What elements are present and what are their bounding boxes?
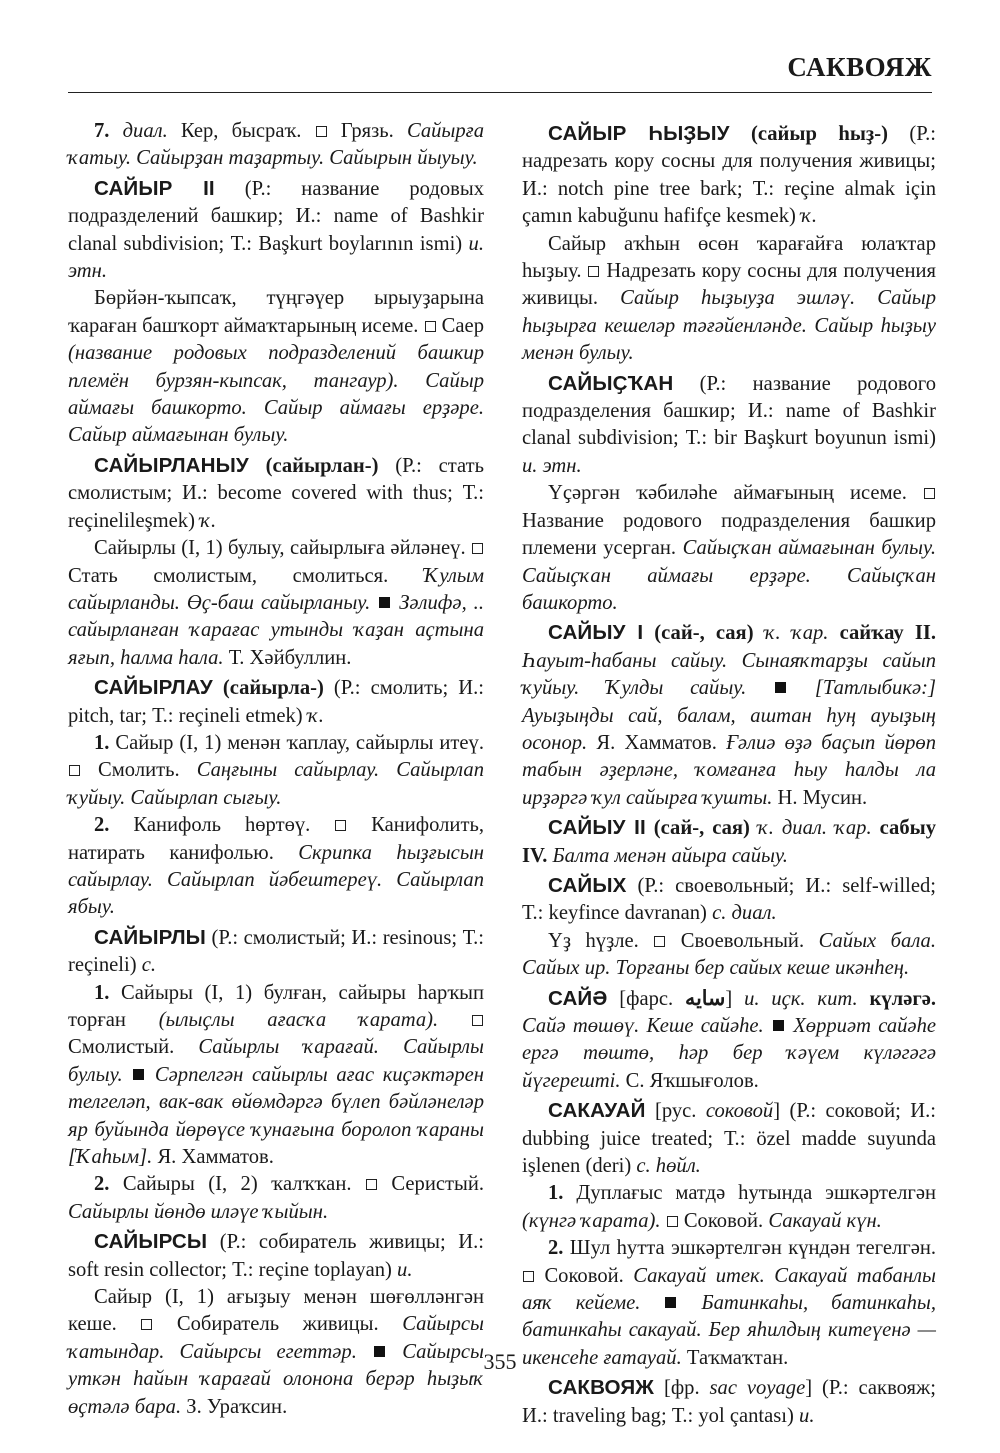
quotation-source: Я. Хамматов.: [152, 1146, 274, 1169]
definition: Дуплағыс матдә һутында эшкәртелгән: [563, 1182, 936, 1205]
entry-glosses: (Р.: смолистый; И.: resinous; Т.: reçineli): [68, 926, 484, 977]
part-of-speech: с. һөйл.: [636, 1155, 701, 1178]
cross-reference: сайҡау II.: [828, 622, 936, 645]
etymology: [рус.: [645, 1100, 706, 1123]
translation: Стать смолистым, смолиться.: [68, 564, 424, 587]
quotation: Хөрриәт сайәһе ергә төштө, һәр бер ҡәүем күләгәгә йүгерешті.: [522, 1015, 937, 1092]
definition: Үҙ һүҙле.: [548, 929, 654, 952]
example: Сайырлы йөндө иләүе ҡыйын.: [68, 1200, 329, 1223]
etymon-arabic: سایه: [685, 987, 726, 1010]
translation: Грязь.: [327, 120, 407, 142]
headword: САЙЫУ II: [548, 816, 646, 840]
entry-body: [522, 480, 936, 617]
stem-form: (сай-, сая): [645, 817, 750, 840]
definition: Кер, бысраҡ.: [167, 120, 315, 142]
dictionary-entry: [522, 814, 936, 870]
translation: Собиратель живицы.: [153, 1313, 403, 1336]
definition: Шул һутта эшкәртелгән күндән тегелгән.: [563, 1237, 936, 1260]
quotation: Зәлифә, .. сайырланған ҡарағас утынды ҡаҙан аҫтына яғып, һалма һала.: [68, 591, 484, 669]
sense-number: 1.: [548, 1182, 564, 1205]
translation-marker-icon: [588, 266, 599, 277]
dictionary-entry: [68, 924, 484, 980]
definition: Сайыры (I, 1) булған, сайыры һарҡып торған: [68, 981, 484, 1031]
part-of-speech: и. иҫк. кит.: [744, 987, 858, 1010]
usage-note: (күнгә ҡарата).: [522, 1209, 661, 1232]
example: Сайә төшөү. Кеше сайәһе.: [522, 1015, 764, 1037]
part-of-speech: и. этн.: [522, 454, 582, 477]
definition: Сайыр (I, 1) менән ҡаплау, сайырлы итеү.: [109, 731, 484, 754]
headword: САЙӘ: [548, 986, 608, 1010]
sense-number: 2.: [94, 1173, 110, 1196]
part-of-speech: с. диал.: [712, 902, 777, 925]
translation-marker-icon: [654, 936, 665, 947]
etymon: sac voyage: [709, 1377, 806, 1400]
headword: САКАУАЙ: [548, 1099, 646, 1123]
dictionary-entry: [522, 1374, 936, 1430]
headword: САЙЫҪҠАН: [548, 371, 674, 395]
translation-marker-icon: [316, 126, 327, 137]
cross-reference: сабыу IV.: [522, 817, 936, 867]
quotation: [Татлыбикә:] Ауыҙыңды сай, балам, аштан һуң ауыҙың осонор.: [522, 677, 936, 754]
sense-number: 1.: [94, 981, 110, 1004]
example: Һауыт-һабаны сайыу. Сынаяҡтарҙы сайып ҡуйыу. Ҡулды сайыу.: [522, 649, 936, 700]
header-rule: [68, 92, 932, 93]
cross-reference: күләгә.: [857, 987, 936, 1010]
translation: Соковой.: [535, 1264, 634, 1287]
etymology: [фарс.: [607, 987, 686, 1010]
example: Сакауай итек. Сакауай табанлы аяҡ кейеме.: [522, 1264, 936, 1315]
translation-marker-icon: [472, 543, 483, 554]
dictionary-entry: [68, 1228, 484, 1284]
example: Сайыҫҡан аймағынан булыу. Сайыҫҡан аймағы ерҙәре. Сайыҫҡан башкорто.: [522, 537, 936, 614]
entry-glosses: (Р.: надрезать кору сосны для получения живицы; И.: notch pine tree bark; Т.: reçine almak için çamın kabuğunu hafifçe kesmek): [522, 123, 936, 228]
entry-glosses: (Р.: название родового подразделения башкир; И.: name of Bashkir clanal subdivision; Т.: bir Başkurt boyunun ismi): [522, 372, 936, 450]
dictionary-entry: [68, 452, 484, 535]
entry-body: [522, 231, 936, 368]
etymology: [фр.: [654, 1377, 710, 1400]
guide-word: САКВОЯЖ: [787, 52, 932, 82]
entry-sense: [68, 980, 484, 1172]
right-column: [522, 118, 936, 1430]
dictionary-entry: [522, 872, 936, 928]
definition: Сайыры (I, 2) ҡалҡҡан.: [109, 1173, 365, 1196]
entry-body: [522, 928, 936, 983]
stem-form: (сайырлан-): [248, 454, 379, 477]
definition: Үҫәргән ҡәбиләһе аймағының исеме.: [548, 482, 923, 505]
definition: Сайыр аҡһын өсөн ҡарағайға юлаҡтар һыҙыу.: [522, 232, 936, 283]
quotation-source: Таҡмаҡтан.: [681, 1346, 789, 1369]
quotation-marker-icon: [379, 597, 390, 608]
entry-glosses: (Р.: смолить; И.: pitch, tar; Т.: reçineli etmek): [68, 677, 484, 727]
stem-form: (сайырла-): [212, 677, 324, 700]
translation-marker-icon: [69, 765, 80, 776]
translation-marker-icon: [335, 820, 346, 831]
usage-note: (ылыҫлы ағасҡа ҡарата).: [158, 1009, 439, 1031]
example: Сакауай күн.: [768, 1209, 882, 1232]
entry-sense: [68, 118, 484, 173]
dictionary-entry: [68, 674, 484, 730]
entry-glosses: (Р.: своевольный; И.: self-willed; Т.: keyfince davranan): [522, 874, 936, 925]
entry-sense: [522, 1180, 936, 1235]
example: Сайыр һыҙыуҙа эшләү. Сайыр һыҙырға кешеләр тәғәйенләнде. Сайыр һыҙыу менән булыу.: [522, 287, 936, 365]
example: (название родовых подразделений башкир племён бурзян-кыпсак, тангаур). Сайыр аймағы башкорто. Сайыр аймағы ерҙәре. Сайыр аймағынан булыу.: [68, 342, 484, 447]
entry-body: [68, 285, 484, 449]
headword: САКВОЯЖ: [548, 1376, 655, 1400]
entry-glosses: (Р.: стать смолистым; И.: become covered with thus; Т.: reçinelileşmek): [68, 454, 484, 532]
quotation-marker-icon: [133, 1069, 144, 1080]
headword: САЙЫРЛАНЫУ: [94, 453, 249, 477]
headword: САЙЫУ I: [548, 621, 644, 645]
translation: Своевольный.: [666, 929, 819, 952]
quotation: Сайырсы уткән һайын ҡарағай олонона берәр һыҙыҡ өҫтәлә бара.: [68, 1340, 484, 1418]
headword: САЙЫР II: [94, 176, 215, 200]
example: Скрипка һыҙғысын сайырлау. Сайырлап йәбештереү. Сайырлап ябыу.: [68, 841, 484, 919]
quotation: Сәрпелгән сайырлы ағас киҫәктәрен телгеләп, вак-вак өйөмдәргә бүлеп бәйләнеләр яр буйында йөрөүсе ҡунағына боролоп ҡараны [Ҡаһым].: [68, 1063, 484, 1169]
translation: Соковой.: [678, 1209, 769, 1232]
page-number: 355: [483, 1349, 517, 1374]
translation-marker-icon: [924, 488, 935, 499]
quotation-source: Т. Хәйбуллин.: [223, 646, 352, 669]
dictionary-entry: [522, 1097, 936, 1180]
quotation-marker-icon: [665, 1297, 676, 1308]
translation-marker-icon: [523, 1271, 534, 1282]
entry-sense: [68, 730, 484, 812]
entry-body: [68, 535, 484, 672]
definition: Сайырлы (I, 1) булыу, сайырлыға әйләнеү.: [94, 537, 471, 560]
part-of-speech: ҡ. диал. ҡар.: [749, 817, 872, 840]
part-of-speech: ҡ.: [307, 704, 324, 727]
left-column: [68, 118, 484, 1421]
translation: Серистый.: [377, 1173, 485, 1196]
etymology-close: ]: [725, 987, 745, 1010]
part-of-speech: и.: [799, 1404, 815, 1427]
entry-glosses: (Р.: собиратель живицы; И.: soft resin collector; Т.: reçine toplayan): [68, 1231, 484, 1281]
entry-sense: [68, 812, 484, 922]
headword: САЙЫРЛАУ: [94, 676, 213, 700]
quotation-source: Н. Мусин.: [772, 786, 868, 809]
quotation: Ғәлиә өҙә баҫып йөрөп табын әҙерләне, ҡомғанға һыу һалды ла ирҙәргә ҡул сайырға ҡушты.: [522, 731, 936, 809]
translation-marker-icon: [472, 1015, 483, 1026]
sense-number: 2.: [548, 1237, 564, 1260]
headword: САЙЫХ: [548, 873, 627, 897]
example: Ҡулым сайырланды. Өҫ-баш сайырланыу.: [68, 564, 484, 614]
stem-form: (сайыр һыҙ-): [729, 123, 888, 145]
translation: Надрезать кору сосны для получения живицы.: [522, 260, 936, 310]
sense-number: 7.: [94, 120, 110, 142]
part-of-speech: ҡ.: [801, 205, 818, 228]
dictionary-entry: [522, 370, 936, 481]
translation: Смолить.: [81, 759, 197, 782]
translation: Название родового подразделения башкир племени усерган.: [522, 509, 936, 560]
definition: Бөрйән-ҡыпсаҡ, түңгәүер ырыуҙарына ҡараған башҡорт аймаҡтарының исеме.: [68, 287, 484, 337]
part-of-speech: и.: [397, 1258, 413, 1281]
dictionary-entry: [68, 175, 484, 286]
entry-glosses: ] (Р.: соковой; И.: dubbing juice treated; Т.: özel madde suyunda işlenen (deri): [522, 1100, 936, 1178]
dictionary-entry: [522, 619, 936, 812]
example: Балта менән айыра сайыу.: [547, 844, 788, 867]
example: Сайырсы ҡатындар. Сайырсы егеттәр.: [68, 1313, 484, 1363]
translation-marker-icon: [425, 321, 436, 332]
quotation-source: З. Ураҡсин.: [181, 1395, 288, 1418]
stem-form: (сай-, сая): [643, 622, 754, 645]
headword: САЙЫР ҺЫҘЫУ: [548, 122, 730, 145]
definition: Сайыр (I, 1) ағыҙыу менән шөғөлләнгән кеше.: [68, 1286, 484, 1336]
quotation-marker-icon: [775, 682, 786, 693]
quotation: Батинкаһы, батинкаһы, батинкаһы сакауай. Бер яһилдың китеүенә — икенсеһе ғатауай.: [522, 1292, 936, 1369]
usage-label: диал.: [122, 120, 168, 142]
example: Сайых бала. Сайых ир. Торғаны бер сайых кеше икәнһең.: [522, 929, 936, 980]
translation-marker-icon: [366, 1179, 377, 1190]
dictionary-entry: [522, 985, 936, 1096]
part-of-speech: с.: [141, 954, 157, 977]
sense-number: 2.: [94, 814, 110, 837]
translation: Канифолить, натирать канифолью.: [68, 814, 484, 864]
definition: Канифоль һөртөү.: [109, 814, 335, 837]
headword: САЙЫРЛЫ: [94, 925, 206, 949]
entry-sense: [68, 1171, 484, 1226]
sense-number: 1.: [94, 731, 110, 754]
part-of-speech: ҡ. ҡар.: [753, 622, 829, 645]
translation: Саер: [436, 314, 484, 337]
entry-glosses: ] (Р.: саквояж; И.: traveling bag; Т.: yol çantası): [522, 1377, 936, 1427]
part-of-speech: и. этн.: [68, 232, 484, 283]
example: Саңғыны сайырлау. Сайырлап ҡуйыу. Сайырлап сығыу.: [68, 759, 484, 809]
dictionary-entry: [522, 120, 936, 231]
quotation-source: С. Яҡшығолов.: [620, 1069, 759, 1092]
headword: САЙЫРСЫ: [94, 1230, 208, 1254]
part-of-speech: ҡ.: [200, 509, 217, 532]
etymon: соковой: [705, 1100, 774, 1123]
example: Сайырға ҡатыу. Сайырҙан таҙартыу. Сайырын йыуыу.: [68, 120, 484, 170]
translation-marker-icon: [667, 1216, 678, 1227]
translation-marker-icon: [141, 1319, 152, 1330]
quotation-marker-icon: [773, 1020, 784, 1031]
translation: Смолистый.: [68, 1036, 199, 1059]
entry-glosses: (Р.: название родовых подразделений башкир; И.: name of Bashkir clanal subdivision; Т.: Başkurt boylarının ismi): [68, 177, 484, 255]
example: Сайырлы ҡарағай. Сайырлы булыу.: [68, 1036, 484, 1086]
quotation-source: Я. Хамматов.: [587, 731, 717, 754]
